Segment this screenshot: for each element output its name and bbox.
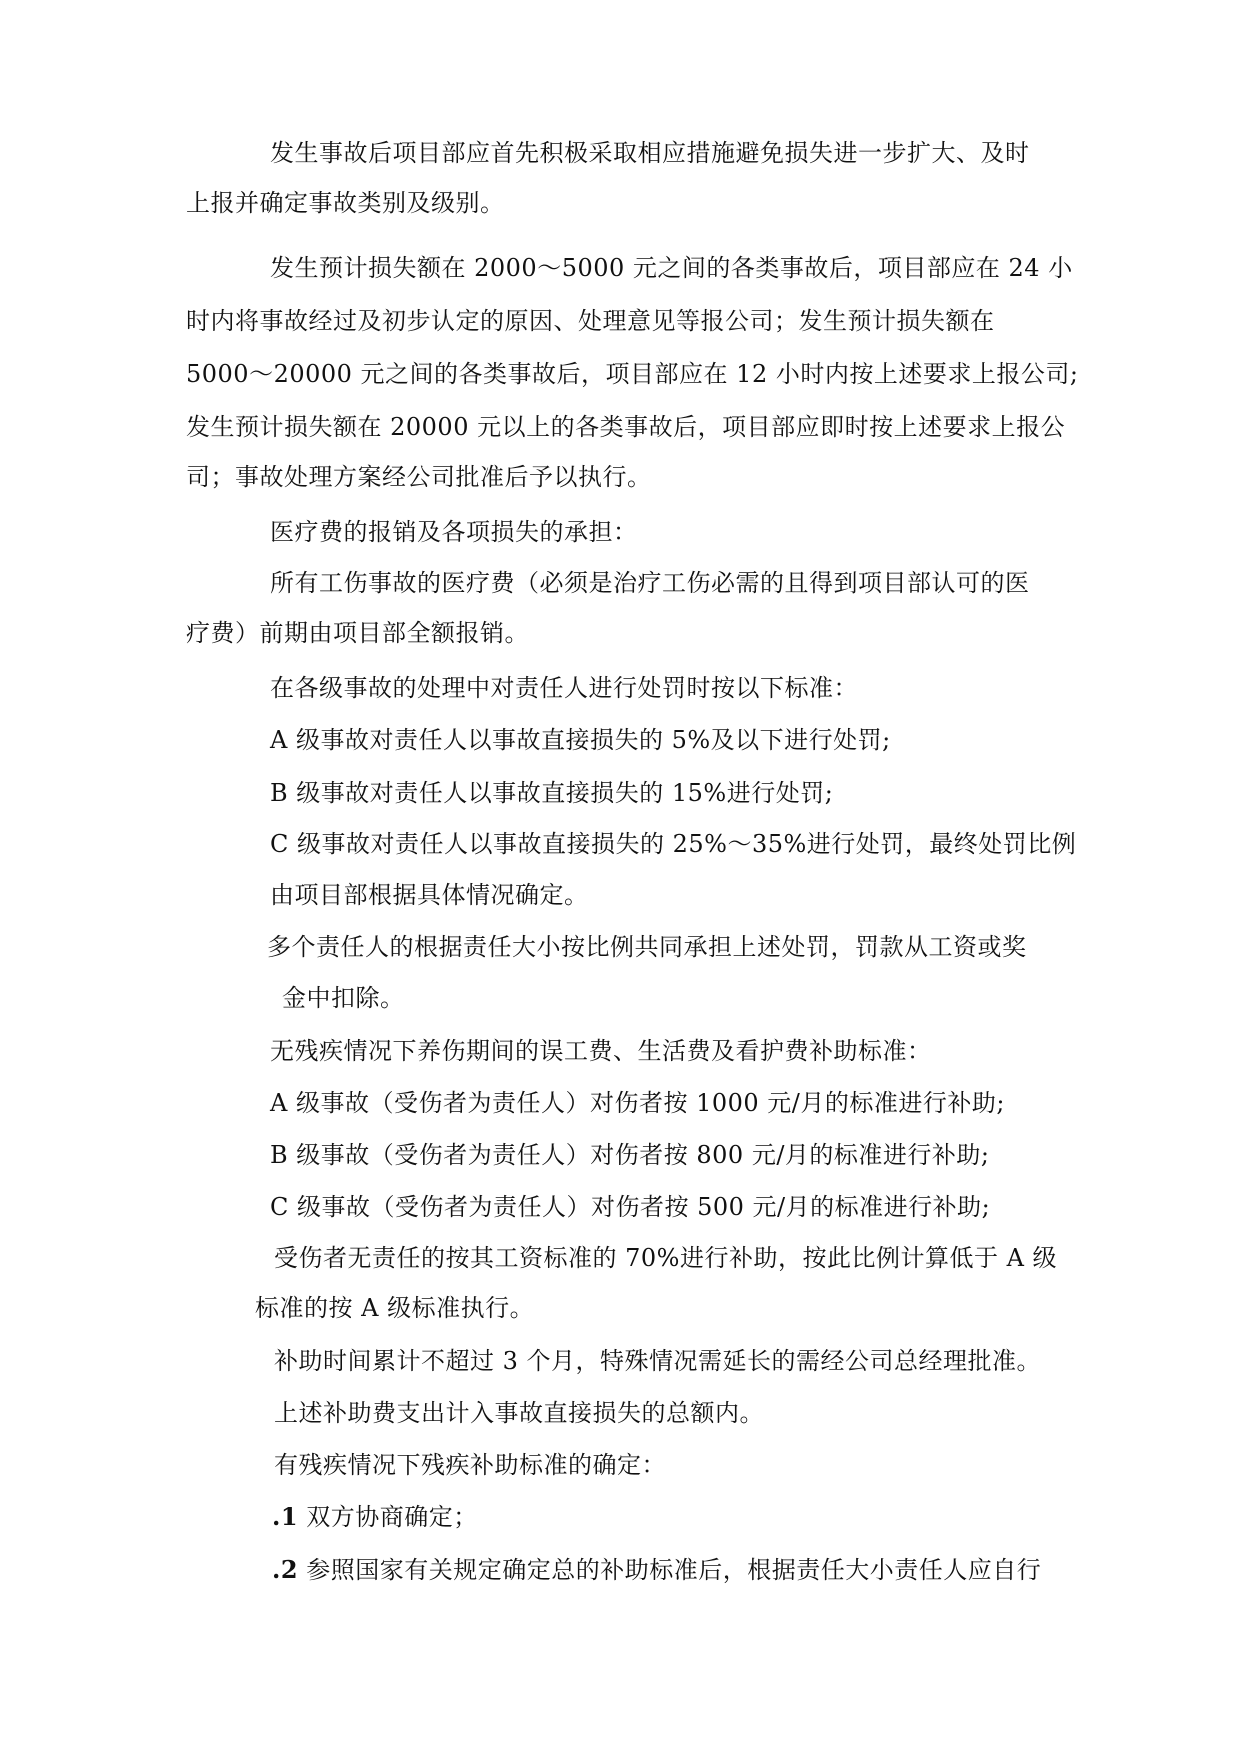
list-marker: .2 [272,1555,299,1584]
text-line: 所有工伤事故的医疗费（必须是治疗工伤必需的且得到项目部认可的医 [270,569,1030,597]
text-line: A 级事故对责任人以事故直接损失的 5%及以下进行处罚; [270,726,891,754]
text-line: 5000～20000 元之间的各类事故后，项目部应在 12 小时内按上述要求上报公司; [186,360,1079,388]
list-marker: .1 [272,1502,299,1531]
text-line: 司；事故处理方案经公司批准后予以执行。 [186,463,652,491]
text-line: 发生事故后项目部应首先积极采取相应措施避免损失进一步扩大、及时 [270,139,1030,167]
text-line: 多个责任人的根据责任大小按比例共同承担上述处罚，罚款从工资或奖 [267,933,1027,961]
list-item-text: 双方协商确定； [306,1503,478,1531]
text-line: 补助时间累计不超过 3 个月，特殊情况需延长的需经公司总经理批准。 [274,1347,1042,1375]
text-line: C 级事故对责任人以事故直接损失的 25%～35%进行处罚，最终处罚比例 [270,830,1077,858]
text-line: 由项目部根据具体情况确定。 [270,881,589,909]
text-line: 上报并确定事故类别及级别。 [186,189,505,217]
text-line: A 级事故（受伤者为责任人）对伤者按 1000 元/月的标准进行补助; [270,1089,1005,1117]
text-line: B 级事故对责任人以事故直接损失的 15%进行处罚; [270,779,834,807]
text-line: 发生预计损失额在 2000～5000 元之间的各类事故后，项目部应在 24 小 [270,254,1073,282]
text-line: 有残疾情况下残疾补助标准的确定： [274,1451,666,1479]
text-line: B 级事故（受伤者为责任人）对伤者按 800 元/月的标准进行补助; [270,1141,990,1169]
list-item-text: 参照国家有关规定确定总的补助标准后，根据责任大小责任人应自行 [306,1556,1042,1584]
text-line: 金中扣除。 [282,984,405,1012]
text-line: 医疗费的报销及各项损失的承担： [270,518,638,546]
text-line: C 级事故（受伤者为责任人）对伤者按 500 元/月的标准进行补助; [270,1193,991,1221]
list-item-1 [272,1502,478,1532]
text-line: 上述补助费支出计入事故直接损失的总额内。 [274,1399,764,1427]
text-line: 标准的按 A 级标准执行。 [255,1294,535,1322]
text-line: 无残疾情况下养伤期间的误工费、生活费及看护费补助标准： [270,1037,932,1065]
text-line: 时内将事故经过及初步认定的原因、处理意见等报公司；发生预计损失额在 [186,307,995,335]
list-item-2 [272,1555,1041,1585]
text-line: 发生预计损失额在 20000 元以上的各类事故后，项目部应即时按上述要求上报公 [186,413,1066,441]
text-line: 疗费）前期由项目部全额报销。 [186,619,529,647]
text-line: 在各级事故的处理中对责任人进行处罚时按以下标准： [270,674,858,702]
text-line: 受伤者无责任的按其工资标准的 70%进行补助，按此比例计算低于 A 级 [274,1244,1058,1272]
